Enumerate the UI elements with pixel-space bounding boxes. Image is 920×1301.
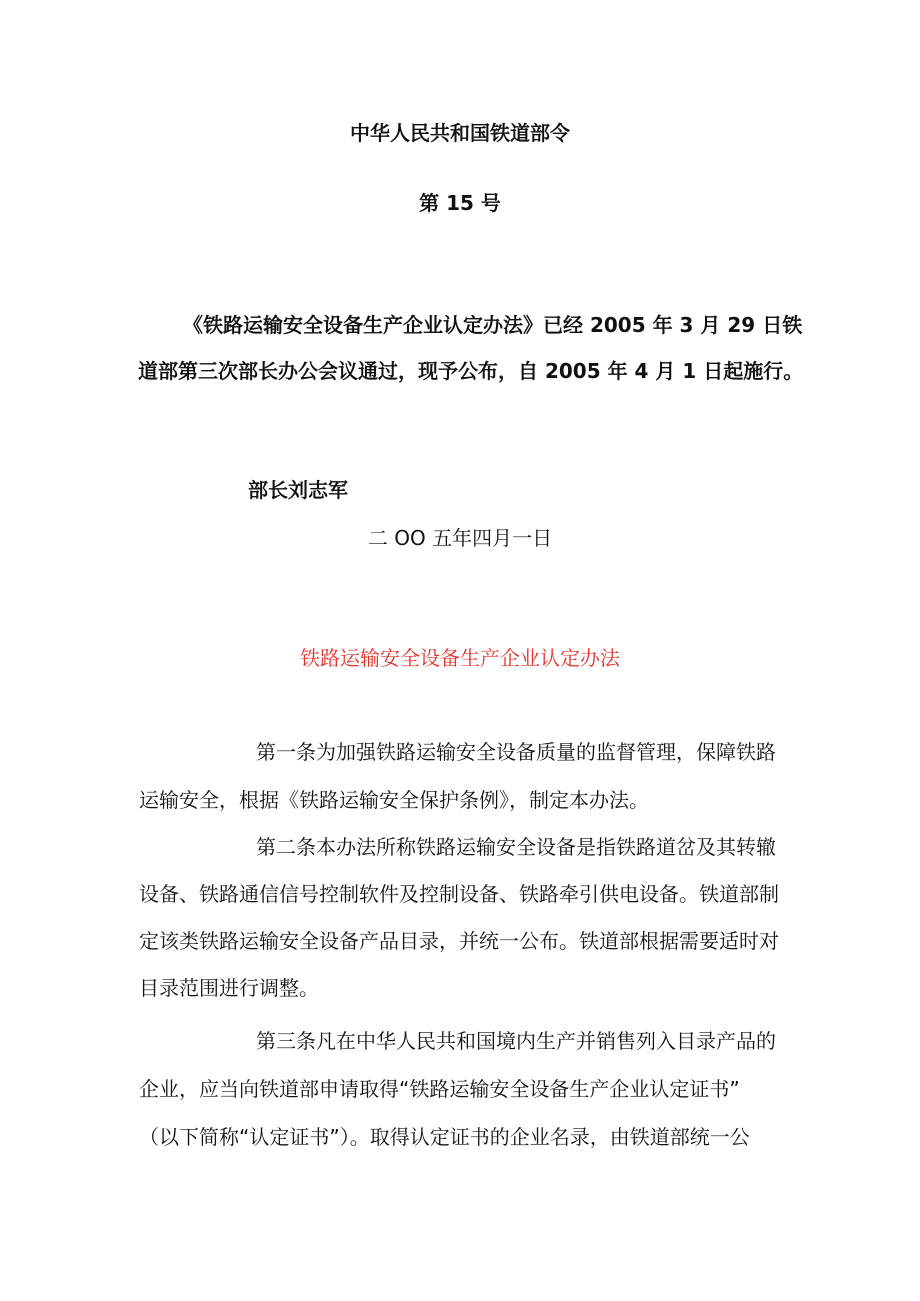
article-1-line-2: 运输安全，根据《铁路运输安全保护条例》，制定本办法。	[139, 788, 649, 812]
article-2-line-1: 第二条本办法所称铁路运输安全设备是指铁路道岔及其转辙	[256, 835, 776, 859]
article-1-line-1: 第一条为加强铁路运输安全设备质量的监督管理，保障铁路	[256, 740, 776, 764]
order-title: 中华人民共和国铁道部令	[350, 121, 570, 145]
announcement-line-2: 道部第三次部长办公会议通过，现予公布，自 2005 年 4 月 1 日起施行。	[138, 359, 804, 383]
announcement-line-1: 《铁路运输安全设备生产企业认定办法》已经 2005 年 3 月 29 日铁	[183, 313, 803, 337]
regulation-title: 铁路运输安全设备生产企业认定办法	[300, 646, 620, 670]
article-3-line-1: 第三条凡在中华人民共和国境内生产并销售列入目录产品的	[256, 1029, 776, 1053]
article-3-line-3: （以下简称“认定证书”）。取得认定证书的企业名录，由铁道部统一公	[139, 1125, 750, 1149]
article-2-line-3: 定该类铁路运输安全设备产品目录，并统一公布。铁道部根据需要适时对	[139, 929, 779, 953]
article-2-line-2: 设备、铁路通信信号控制软件及控制设备、铁路牵引供电设备。铁道部制	[139, 882, 779, 906]
article-2-line-4: 目录范围进行调整。	[139, 976, 319, 1000]
signature-date: 二 OO 五年四月一日	[367, 526, 553, 550]
signer-name: 部长刘志军	[248, 478, 348, 502]
article-3-line-2: 企业，应当向铁道部申请取得“铁路运输安全设备生产企业认定证书”	[139, 1077, 740, 1101]
order-number: 第 15 号	[419, 191, 501, 215]
